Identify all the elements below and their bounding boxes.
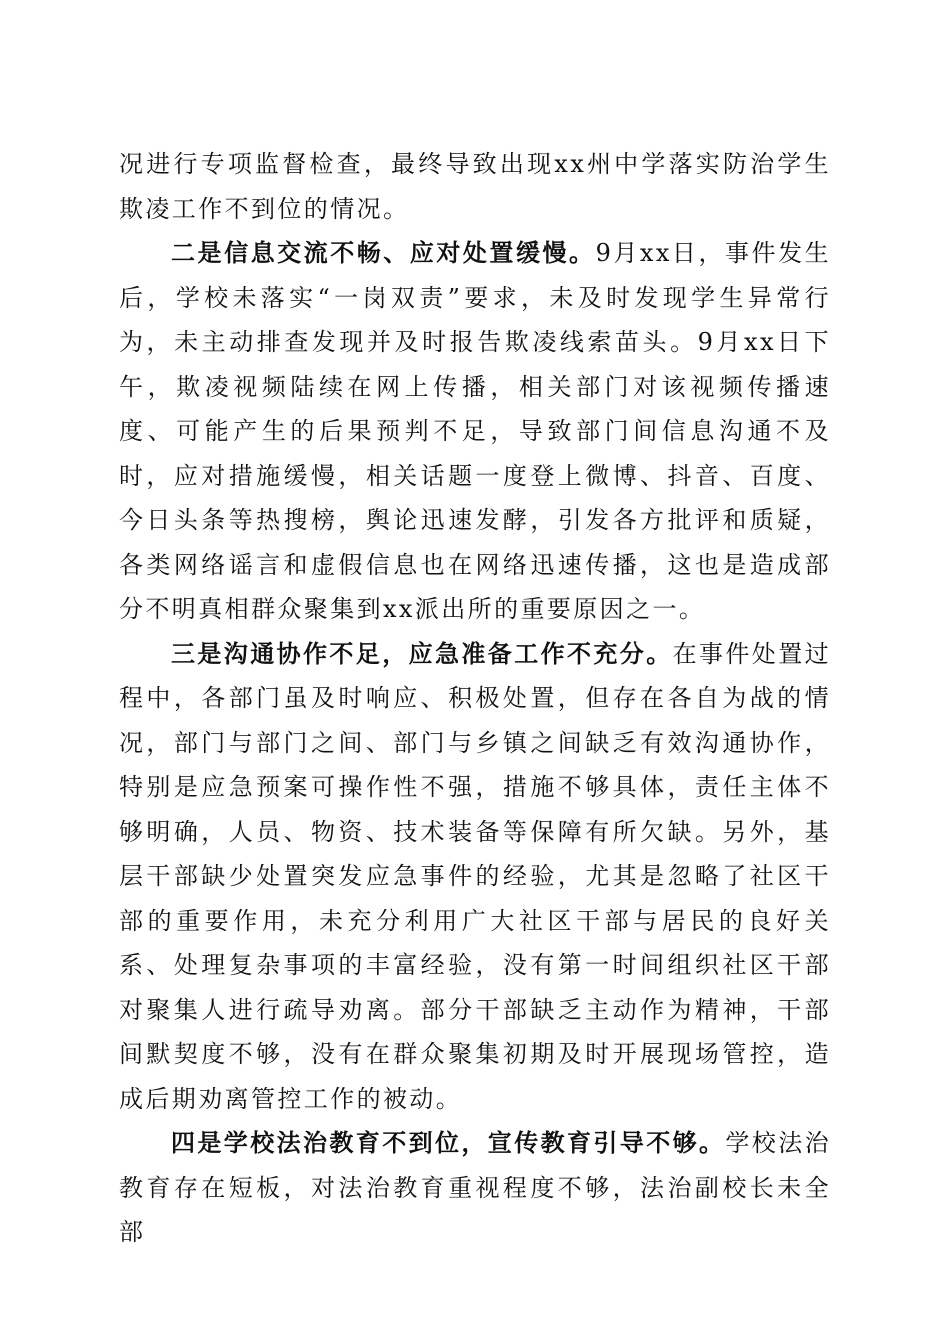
paragraph-text: 况进行专项监督检查，最终导致出现xx州中学落实防治学生欺凌工作不到位的情况。	[119, 150, 831, 223]
paragraph-heading: 四是学校法治教育不到位，宣传教育引导不够。	[171, 1128, 726, 1157]
paragraph-point-four	[119, 1121, 831, 1255]
paragraph-continuation	[119, 142, 831, 231]
paragraph-point-three	[119, 632, 831, 1122]
paragraph-point-two	[119, 231, 831, 632]
paragraph-heading: 二是信息交流不畅、应对处置缓慢。	[171, 238, 596, 267]
paragraph-text: 学校法治教育存在短板，对法治教育重视程度不够，法治副校长未全部	[119, 1129, 832, 1246]
paragraph-text: 9月xx日，事件发生后，学校未落实“一岗双责”要求，未及时发现学生异常行为，未主动排查发现并及时报告欺凌线索苗头。9月xx日下午，欺凌视频陆续在网上传播，相关部门对该视频传播速度、可能产生的后果预判不足，导致部门间信息沟通不及时，应对措施缓慢，相关话题一度登上微博、抖音、百度、今日头条等热搜榜，舆论迅速发酵，引发各方批评和质疑，各类网络谣言和虚假信息也在网络迅速传播，这也是造成部分不明真相群众聚集到xx派出所的重要原因之一。	[119, 239, 832, 623]
paragraph-heading: 三是沟通协作不足，应急准备工作不充分。	[171, 638, 673, 668]
document-body	[119, 142, 831, 1255]
paragraph-text: 在事件处置过程中，各部门虽及时响应、积极处置，但存在各自为战的情况，部门与部门之间、部门与乡镇之间缺乏有效沟通协作，特别是应急预案可操作性不强，措施不够具体，责任主体不够明确，人员、物资、技术装备等保障有所欠缺。另外，基层干部缺少处置突发应急事件的经验，尤其是忽略了社区干部的重要作用，未充分利用广大社区干部与居民的良好关系、处理复杂事项的丰富经验，没有第一时间组织社区干部对聚集人进行疏导劝离。部分干部缺乏主动作为精神，干部间默契度不够，没有在群众聚集初期及时开展现场管控，造成后期劝离管控工作的被动。	[119, 639, 832, 1113]
